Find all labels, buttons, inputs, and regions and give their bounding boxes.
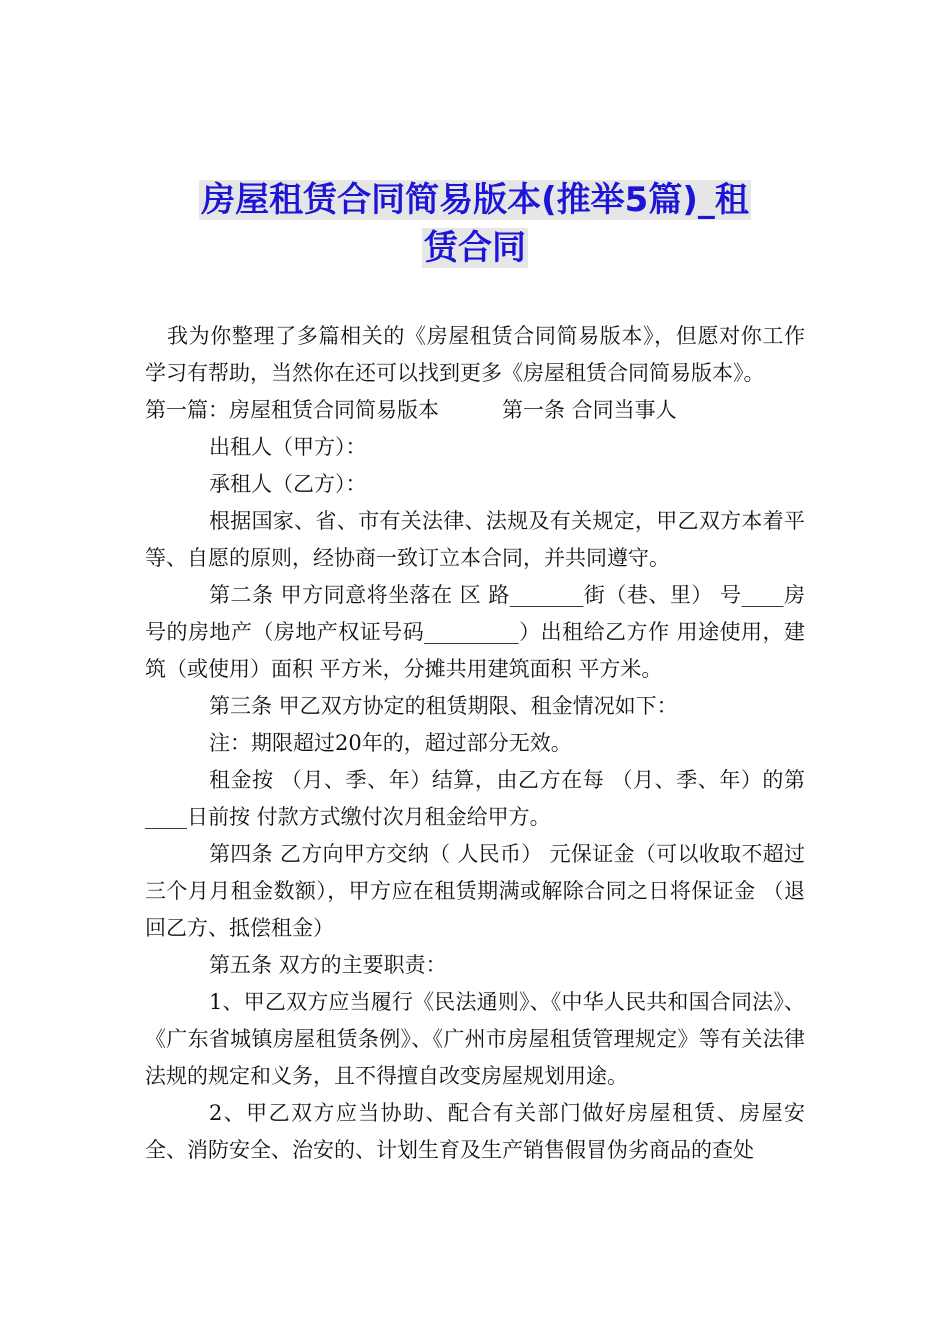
- article-3-note: 注：期限超过20年的，超过部分无效。: [209, 731, 572, 755]
- section-heading: 第一篇：房屋租赁合同简易版本 第一条 合同当事人: [145, 398, 677, 422]
- article-5-item-1: 1、甲乙双方应当履行《民法通则》、《中华人民共和国合同法》、《广东省城镇房屋租赁条例》、《广州市房屋租赁管理规定》等有关法律法规的规定和义务，且不得擅自改变房屋规划用途。: [145, 990, 805, 1088]
- paragraph-basis: 根据国家、省、市有关法律、法规及有关规定，甲乙双方本着平等、自愿的原则，经协商一致订立本合同，并共同遵守。: [145, 509, 805, 570]
- intro-paragraph: 我为你整理了多篇相关的《房屋租赁合同简易版本》，但愿对你工作学习有帮助，当然你在还可以找到更多《房屋租赁合同简易版本》。: [145, 324, 805, 385]
- lessee-line: 承租人（乙方）：: [209, 472, 367, 496]
- lessor-line: 出租人（甲方）：: [209, 435, 367, 459]
- title-line-1: 房屋租赁合同简易版本(推举5篇)_租: [201, 180, 749, 220]
- article-5: 第五条 双方的主要职责：: [209, 953, 447, 977]
- document-title: [140, 176, 810, 272]
- title-line-2: 赁合同: [424, 228, 526, 268]
- document-body: [145, 318, 805, 1169]
- rent-terms: 租金按 （月、季、年）结算，由乙方在每 （月、季、年）的第____日前按 付款方式缴付次月租金给甲方。: [145, 768, 805, 829]
- article-4: 第四条 乙方向甲方交纳（ 人民币） 元保证金（可以收取不超过三个月月租金数额），甲方应在租赁期满或解除合同之日将保证金 （退回乙方、抵偿租金）: [145, 842, 805, 940]
- article-2: 第二条 甲方同意将坐落在 区 路_______街（巷、里） 号____房号的房地产（房地产权证号码_________）出租给乙方作 用途使用，建筑（或使用）面积 平方米，分摊共用建筑面积 平方米。: [145, 583, 805, 681]
- article-3: 第三条 甲乙双方协定的租赁期限、租金情况如下：: [209, 694, 678, 718]
- article-5-item-2: 2、甲乙双方应当协助、配合有关部门做好房屋租赁、房屋安全、消防安全、治安的、计划生育及生产销售假冒伪劣商品的查处: [145, 1101, 805, 1162]
